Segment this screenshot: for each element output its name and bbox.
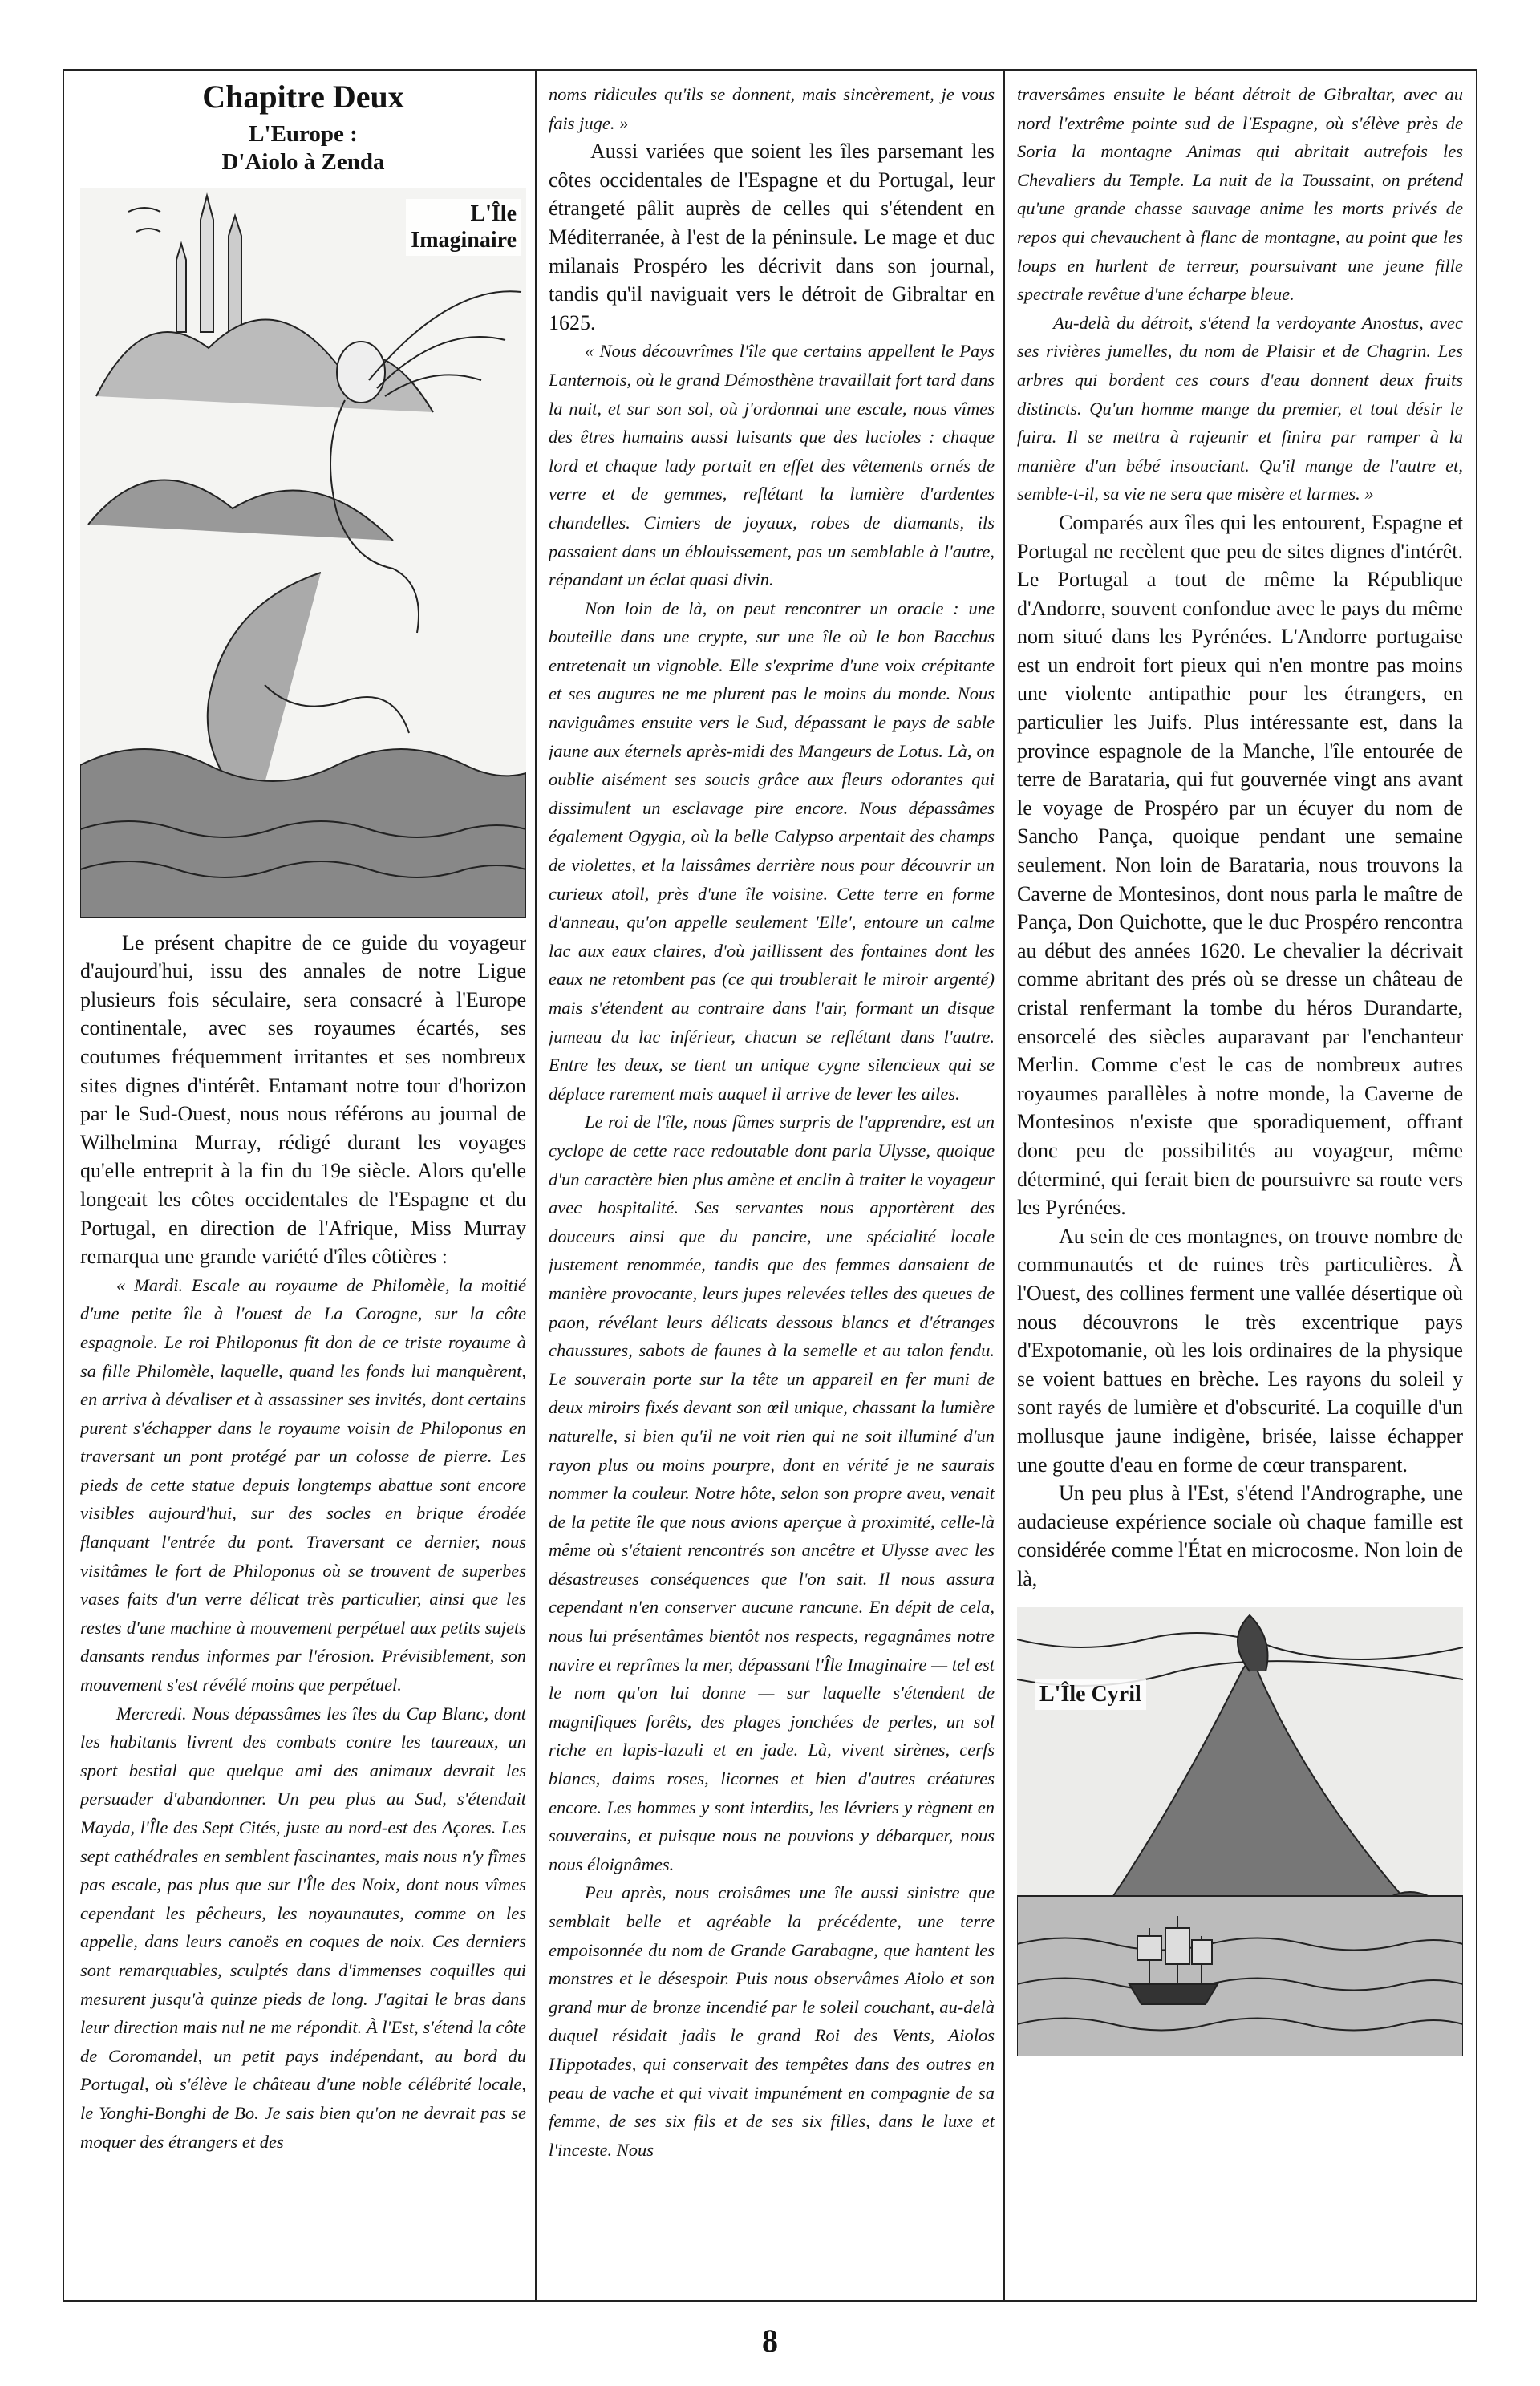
chapter-subtitle: L'Europe : <box>249 121 358 147</box>
column-3 <box>1017 80 1463 2286</box>
illustration-label <box>406 199 521 256</box>
paragraph: « Mardi. Escale au royaume de Philomèle, la moitié d'une petite île à l'ouest de La Corogne, sur la côte espagnole. Le roi Philoponus fit don de ce triste royaume à sa fille Philomèle, laquelle, quand les fonds lui manquèrent, en arriva à dévaliser et à assassiner ses invités, dont certains purent s'échapper dans le royaume voisin de Philoponus en traversant un pont protégé par un colosse de pierre. Les pieds de cette statue depuis longtemps abattue sont encore visibles aujourd'hui, sur des socles en brique érodée flanquant l'entrée du pont. Traversant ce dernier, nous visitâmes le fort de Philoponus où se trouvent de superbes vases faits d'un verre délicat très particulier, ainsi que les restes d'une machine à mouvement perpétuel aux petits sujets dansants rendus informes par l'érosion. Prévisiblement, son mouvement s'est révélé moins que perpétuel. <box>80 1274 526 1695</box>
chapter-subtitle-2: D'Aiolo à Zenda <box>221 148 385 175</box>
illustration-label: L'Île Cyril <box>1035 1679 1146 1710</box>
mermaid-icon <box>80 188 526 918</box>
column-rule <box>535 69 537 2300</box>
volcano-ship-illustration <box>1017 1607 1463 2056</box>
page-number: 8 <box>762 2323 778 2359</box>
mermaid-illustration <box>80 188 526 918</box>
paragraph: Comparés aux îles qui les entourent, Espagne et Portugal ne recèlent que peu de sites dignes d'intérêt. Le Portugal a tout de même la République d'Andorre, souvent confondue avec le pays du même nom situé dans les Pyrénées. L'Andorre portugaise est un endroit fort pieux qui n'en montre pas moins une violente antipathie pour les étrangers, en particulier les Juifs. Plus intéressante est, dans la province espagnole de la Manche, l'île entourée de terre de Barataria, qui fut gouvernée vingt ans avant le voyage de Prospéro par un écuyer du nom de Sancho Pança, quoique pendant une semaine seulement. Non loin de Barataria, nous trouvons la Caverne de Montesinos, dont nous parla le maître de Pança, Don Quichotte, que le duc Prospéro rencontra au début des années 1620. Le chevalier la décrivait comme abritant des prés où se dresse un château de cristal renfermant la tombe du héros Durandarte, ensorcelé des siècles auparavant par l'enchanteur Merlin. Comme c'est le cas de nombreux autres royaumes parallèles à notre monde, la Caverne de Montesinos n'existe que sporadiquement, offrant donc peu de possibilités au voyageur, même déterminé, qui ferait bien de poursuivre sa route vers les Pyrénées. <box>1017 510 1463 1220</box>
paragraph: Non loin de là, on peut rencontrer un oracle : une bouteille dans une crypte, sur une île où le bon Bacchus entretenait un vignoble. Elle s'exprime d'une voix crépitante et ses augures ne me plurent pas le moins du monde. Nous naviguâmes ensuite vers le Sud, dépassant le pays de sable jaune aux éternels après-midi des Mangeurs de Lotus. Là, on oublie aisément ses soucis grâce aux fleurs odorantes qui dissimulent un esclavage pire encore. Nous dépassâmes également Ogygia, où la belle Calypso arpentait des champs de violettes, et la laissâmes derrière nous pour découvrir un curieux atoll, près d'une île voisine. Cette terre en forme d'anneau, qu'on appelle seulement 'Elle', entoure un calme lac aux eaux claires, d'où jaillissent des fontaines dont les eaux ne retombent pas (ce qui troublerait le miroir argenté) mais s'étendent au contraire dans l'air, formant un disque jumeau du lac inférieur, chacun se reflétant dans l'autre. Entre les deux, se tient un unique cygne silencieux qui se déplace rarement mais auquel il arrive de lever les ailes. <box>549 598 995 1104</box>
illustration-label-line1: L'Île <box>470 201 517 226</box>
illustration-label-line2: Imaginaire <box>411 228 517 253</box>
paragraph: noms ridicules qu'ils se donnent, mais sincèrement, je vous fais juge. » <box>549 84 995 133</box>
column-1 <box>80 80 526 2286</box>
paragraph: Le présent chapitre de ce guide du voyageur d'aujourd'hui, issu des annales de notre Ligue plusieurs fois séculaire, sera consacré à l'Europe continentale, avec ses royaumes écartés, ses coutumes fréquemment irritantes et ses nombreux sites dignes d'intérêt. Entamant notre tour d'horizon par le Sud-Ouest, nous nous référons au journal de Wilhelmina Murray, rédigé durant les voyages qu'elle entreprit à la fin du 19e siècle. Alors qu'elle longeait les côtes occidentales de l'Espagne et du Portugal, en direction de l'Afrique, Miss Murray remarqua une grande variété d'îles côtières : <box>80 930 526 1269</box>
paragraph: Peu après, nous croisâmes une île aussi sinistre que semblait belle et agréable la précédente, une terre empoisonnée du nom de Grande Garabagne, que hantent les monstres et le désespoir. Puis nous observâmes Aiolo et son grand mur de bronze incendié par le soleil couchant, au-delà duquel résidait jadis le grand Roi des Vents, Aiolos Hippotades, qui conservait des tempêtes dans des outres en peau de vache et qui vivait impunément en compagnie de sa femme, de ses six fils et de ses six filles, dans le luxe et l'inceste. Nous <box>549 1882 995 2160</box>
paragraph: « Nous découvrîmes l'île que certains appellent le Pays Lanternois, où le grand Démosthène travaillait fort tard dans la nuit, et sur son sol, où j'ordonnai une escale, nous vîmes des êtres humains aussi luisants que des lucioles : chaque lord et chaque lady portait en effet des vêtements ornés de verre et de gemmes, reflétant la lumière d'ardentes chandelles. Cimiers de joyaux, robes de diamants, ils passaient dans un éblouissement, pas un semblable à l'autre, répandant un éclat quasi divin. <box>549 341 995 590</box>
paragraph: traversâmes ensuite le béant détroit de Gibraltar, avec au nord l'extrême pointe sud de l'Espagne, où s'élève près de Soria la montagne Animas qui abritait autrefois les Chevaliers du Temple. La nuit de la Toussaint, on prétend qu'une grande chasse sauvage anime les morts privés de repos qui chevauchent à flanc de montagne, au point que les loups en hurlent de terreur, poursuivant une jeune fille spectrale revêtue d'une écharpe bleue. <box>1017 84 1463 305</box>
volcano-icon <box>1017 1607 1463 2056</box>
column-rule <box>1003 69 1005 2300</box>
paragraph: Le roi de l'île, nous fûmes surpris de l'apprendre, est un cyclope de cette race redoutable dont parla Ulysse, quoique d'un caractère bien plus amène et enclin à traiter le voyageur avec hospitalité. Ses servantes nous apportèrent des douceurs ainsi que du pancire, une spécialité locale justement renommée, tandis que des femmes dansaient de manière provocante, leurs jupes relevées telles des queues de paon, révélant leurs délicats dessous blancs et d'étranges chaussures, sabots de faunes à la semelle et au talon fendu. Le souverain porte sur la tête un appareil en fer muni de deux miroirs fixés devant son œil unique, chassant la lumière naturelle, si bien qu'il ne voit rien qui ne soit illuminé d'un rayon plus ou moins pourpre, dont en vérité je ne saurais nommer la couleur. Notre hôte, selon son propre aveu, venait de la petite île que nous avions aperçue à proximité, celle-là même où s'étaient rencontrés son ancêtre et Ulysse avec les désastreuses conséquences que l'on sait. Il nous assura cependant n'en conserver aucune rancune. En dépit de cela, nous lui présentâmes bientôt nos respects, regagnâmes notre navire et reprîmes la mer, dépassant l'Île Imaginaire — tel est le nom qu'on lui donne — sur laquelle s'étendent de magnifiques forêts, des plages jonchées de perles, un sol riche en lapis-lazuli et en jade. Là, vivent sirènes, cerfs blancs, daims roses, licornes et bien d'autres créatures encore. Les hommes y sont interdits, les lévriers y règnent en souverains, et puisque nous ne pouvions y débarquer, nous nous éloignâmes. <box>549 1112 995 1874</box>
paragraph: Au-delà du détroit, s'étend la verdoyante Anostus, avec ses rivières jumelles, du nom de Plaisir et de Chagrin. Les arbres qui bordent ces cours d'eau donnent deux fruits distincts. Qu'un homme mange du premier, et tout désir le fuira. Il se mettra à rajeunir et finira par ramper à la manière d'un bébé insouciant. Qu'il mange de l'autre et, semble-t-il, sa vie ne sera que misère et larmes. » <box>1017 312 1463 504</box>
paragraph: Aussi variées que soient les îles parsemant les côtes occidentales de l'Espagne et du Portugal, leur étrangeté pâlit auprès de celles qui s'étendent en Méditerranée, à l'est de la péninsule. Le mage et duc milanais Prospéro les décrivit dans son journal, tandis qu'il naviguait vers le détroit de Gibraltar en 1625. <box>549 140 995 334</box>
chapter-title: Chapitre Deux <box>202 80 404 115</box>
paragraph: Un peu plus à l'Est, s'étend l'Andrographe, une audacieuse expérience sociale où chaque famille est considérée comme l'État en microcosme. Non loin de là, <box>1017 1481 1463 1590</box>
paragraph: Au sein de ces montagnes, on trouve nombre de communautés et de ruines très particulières. À l'Ouest, des collines ferment une vallée désertique où nous découvrons le très excentrique pays d'Expotomanie, où les lois ordinaires de la physique se voient battues en brèche. Les rayons du soleil y sont rayés de lumière et d'obscurité. La coquille d'un mollusque jaune indigène, brisée, laisse échapper une goutte d'eau en forme de cœur transparent. <box>1017 1224 1463 1477</box>
column-2 <box>549 80 995 2286</box>
paragraph: Mercredi. Nous dépassâmes les îles du Cap Blanc, dont les habitants livrent des combats contre les taureaux, un sport bestial que quelque ami des animaux devrait les persuader d'abandonner. Un peu plus au Sud, s'étendait Mayda, l'Île des Sept Cités, juste au nord-est des Açores. Les sept cathédrales en semblent fascinantes, mais nous n'y fîmes pas escale, pas plus que sur l'Île des Noix, dont nous vîmes cependant les pêcheurs, les noyaunautes, comme on les appelle, dans leurs canoës en coques de noix. Ces derniers sont remarquables, sculptés dans d'immenses coquilles qui mesurent jusqu'à quinze pieds de long. J'agitai le bras dans leur direction mais nul ne me répondit. À l'Est, s'étend la côte de Coromandel, un petit pays indépendant, au bord du Portugal, où s'élève le château d'une noble célébrité locale, le Yonghi-Bonghi de Bo. Je sais bien qu'on ne devrait pas se moquer des étrangers et des <box>80 1703 526 2152</box>
